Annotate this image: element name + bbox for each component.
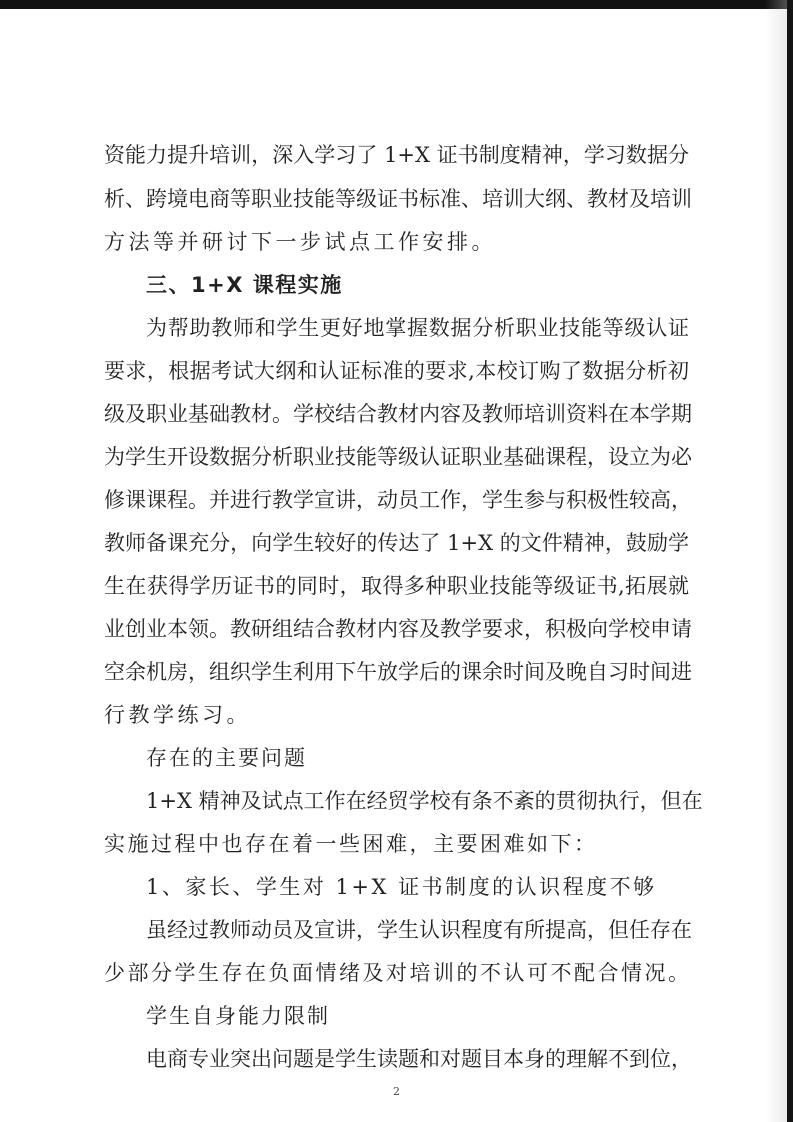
paragraph-line: 实施过程中也存在着一些困难，主要困难如下：: [104, 832, 598, 856]
paragraph-line: 要求，根据考试大纲和认证标准的要求,本校订购了数据分析初: [104, 359, 689, 383]
subheading-student-ability: 学生自身能力限制: [146, 1004, 330, 1028]
page-number: 2: [393, 1085, 400, 1098]
paragraph-line: 修课课程。并进行教学宣讲，动员工作，学生参与积极性较高，: [104, 488, 692, 512]
paragraph-line: 方法等并研讨下一步试点工作安排。: [104, 230, 496, 254]
paragraph-line: 级及职业基础教材。学校结合教材内容及教师培训资料在本学期: [104, 402, 692, 426]
paragraph-line: 生在获得学历证书的同时，取得多种职业技能等级证书,拓展就: [104, 574, 689, 598]
paragraph-line: 1+X 精神及试点工作在经贸学校有条不紊的贯彻执行，但在: [146, 789, 703, 813]
paragraph-line: 教师备课充分，向学生较好的传达了 1+X 的文件精神，鼓励学: [104, 531, 689, 555]
paragraph-line: 少部分学生存在负面情绪及对培训的不认可不配合情况。: [104, 961, 692, 985]
paragraph-line: 资能力提升培训，深入学习了 1+X 证书制度精神，学习数据分: [104, 143, 689, 167]
paragraph-line: 为学生开设数据分析职业技能等级认证职业基础课程，设立为必: [104, 445, 692, 469]
section-heading: 三、1+X 课程实施: [146, 273, 343, 297]
paragraph-line: 空余机房，组织学生利用下午放学后的课余时间及晚自习时间进: [104, 660, 692, 684]
paragraph-line: 电商专业突出问题是学生读题和对题目本身的理解不到位，: [146, 1047, 692, 1071]
paragraph-line: 析、跨境电商等职业技能等级证书标准、培训大纲、教材及培训: [104, 187, 692, 211]
paragraph-line: 业创业本领。教研组结合教材内容及教学要求，积极向学校申请: [104, 617, 692, 641]
paragraph-line: 虽经过教师动员及宣讲，学生认识程度有所提高，但任存在: [146, 918, 692, 942]
paragraph-line: 行教学练习。: [104, 703, 251, 727]
list-item-heading: 1、家长、学生对 1+X 证书制度的认识程度不够: [146, 875, 657, 899]
paragraph-line: 为帮助教师和学生更好地掌握数据分析职业技能等级认证: [146, 316, 689, 340]
subheading-main-problems: 存在的主要问题: [146, 746, 307, 770]
